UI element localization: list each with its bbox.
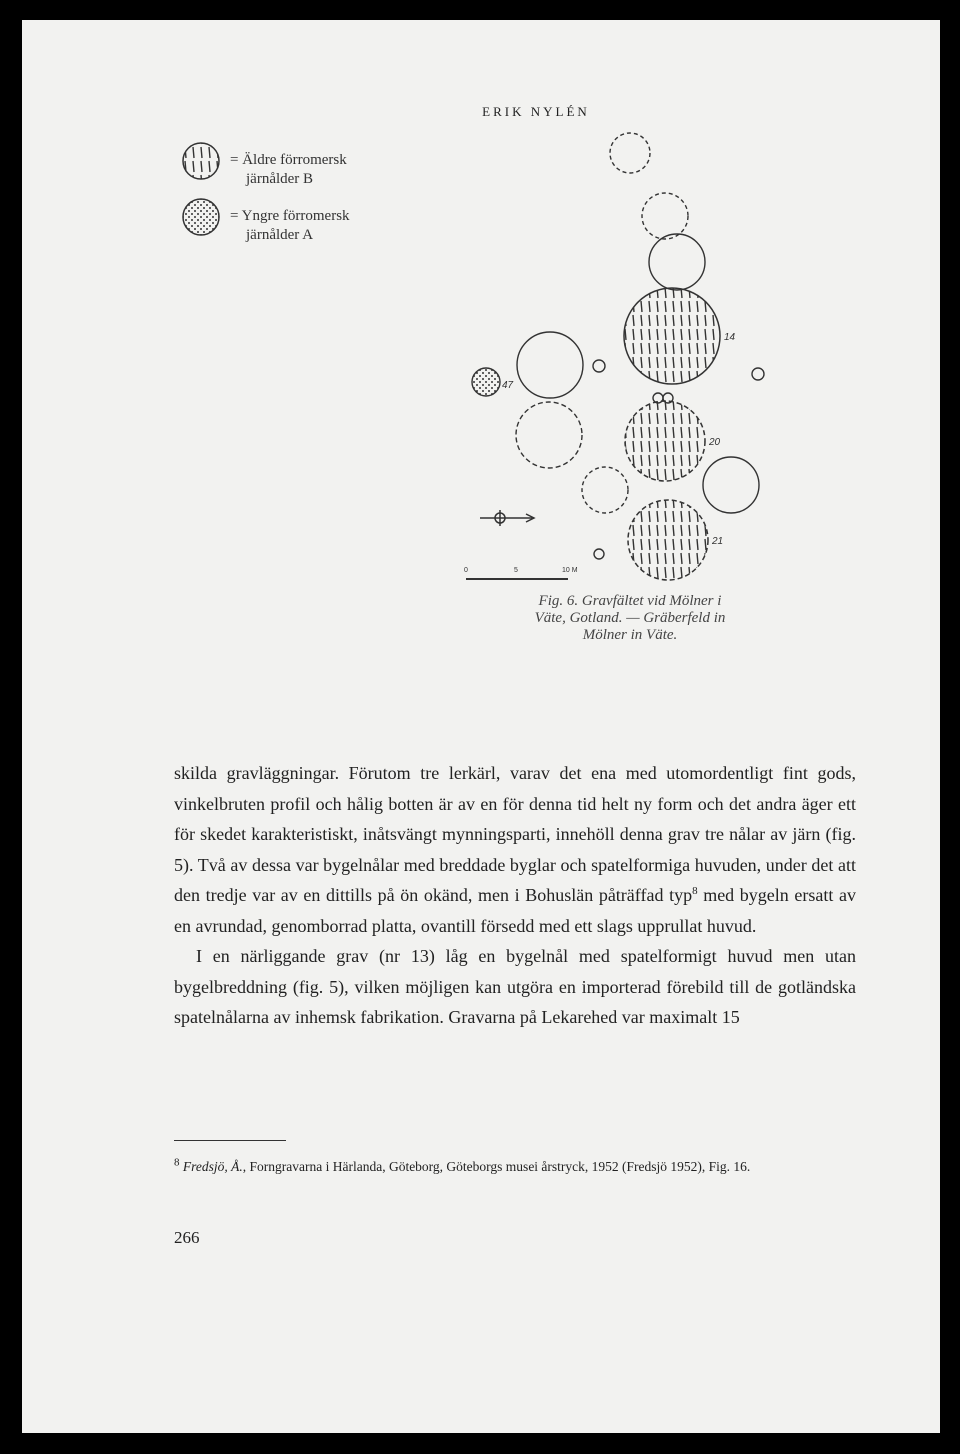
paragraph-1-part-a: skilda gravläggningar. Förutom tre lerkärl, varav det ena med utomordentligt fint gods, vinkelbruten profil och hålig botten är av en för denna tid helt ny form och det andra äger ett för skedet karakteristiskt, inåtsvängt mynningsparti, innehöll denna grav tre nålar av järn (fig. 5). Två av dessa var bygelnålar med breddade byglar och spatelformiga huvuden, under det att den tredje var av en dittills på ön okänd, men i Bohuslän påträffad typ [174,763,856,905]
grave-label-14: 14 [724,332,736,343]
figure-caption [530,593,730,644]
body-text [174,758,856,1033]
legend-symbol-hatched [183,143,219,179]
grave-14 [624,288,720,384]
legend-item-younger [230,207,350,245]
grave-circle [582,467,628,513]
paragraph-1 [174,758,856,941]
footnote-number: 8 [174,1156,180,1169]
legend-symbol-dotted [183,199,219,235]
grave-20 [625,401,705,481]
north-arrow [480,510,534,526]
grave-circle [642,193,688,239]
legend-younger-line1: = Yngre förromersk [230,208,350,224]
legend-older-line2: järnålder B [246,171,314,187]
footnote [174,1156,856,1178]
scale-label-0: 0 [464,567,468,574]
footnote-author: Fredsjö, Å. [182,1159,243,1174]
grave-47 [472,368,500,396]
footnote-ref: 8 [692,885,698,897]
scale-label-10: 10 M [562,567,578,574]
grave-circle [752,368,764,380]
grave-label-20: 20 [709,437,721,448]
footnote-text: , Forngravarna i Härlanda, Göteborg, Göteborgs musei årstryck, 1952 (Fredsjö 1952), Fig. 16. [242,1159,751,1174]
grave-circle [649,234,705,290]
legend-older-line1: = Äldre förromersk [230,152,347,168]
caption-line-1: Fig. 6. Gravfältet vid Mölner i [538,593,722,609]
grave-label-47: 47 [502,380,514,391]
grave-circle [594,549,604,559]
grave-field-map-svg [22,20,940,720]
grave-circle [610,133,650,173]
page-number: 266 [174,1228,200,1247]
footnote-divider [174,1140,286,1141]
paragraph-2: I en närliggande grav (nr 13) låg en bygelnål med spatelformigt huvud men utan bygelbreddning (fig. 5), vilken möjligen kan utgöra en importerad förebild till de gotländska spatelnålarna av inhemsk fabrikation. Gravarna på Lekarehed var maximalt 15 [174,946,856,1027]
grave-circle [703,457,759,513]
paragraph-1-part-b: med bygeln ersatt av en avrundad, genomborrad platta, ovantill försedd med ett slags upprullat huvud. [174,885,856,936]
scale-label-5: 5 [514,567,518,574]
legend-younger-line2: järnålder A [246,227,314,243]
page [22,20,940,1433]
caption-line-2: Väte, Gotland. — Gräberfeld in [534,610,726,626]
grave-21 [628,500,708,580]
grave-circle [517,332,583,398]
figure-grave-field-map [22,20,940,720]
running-header: ERIK NYLÉN [482,104,590,119]
legend-item-older [230,151,347,189]
caption-line-3: Mölner in Väte. [582,627,678,643]
grave-label-21: 21 [712,536,724,547]
scale-bar [464,567,578,579]
grave-circle [593,360,605,372]
grave-circle [516,402,582,468]
